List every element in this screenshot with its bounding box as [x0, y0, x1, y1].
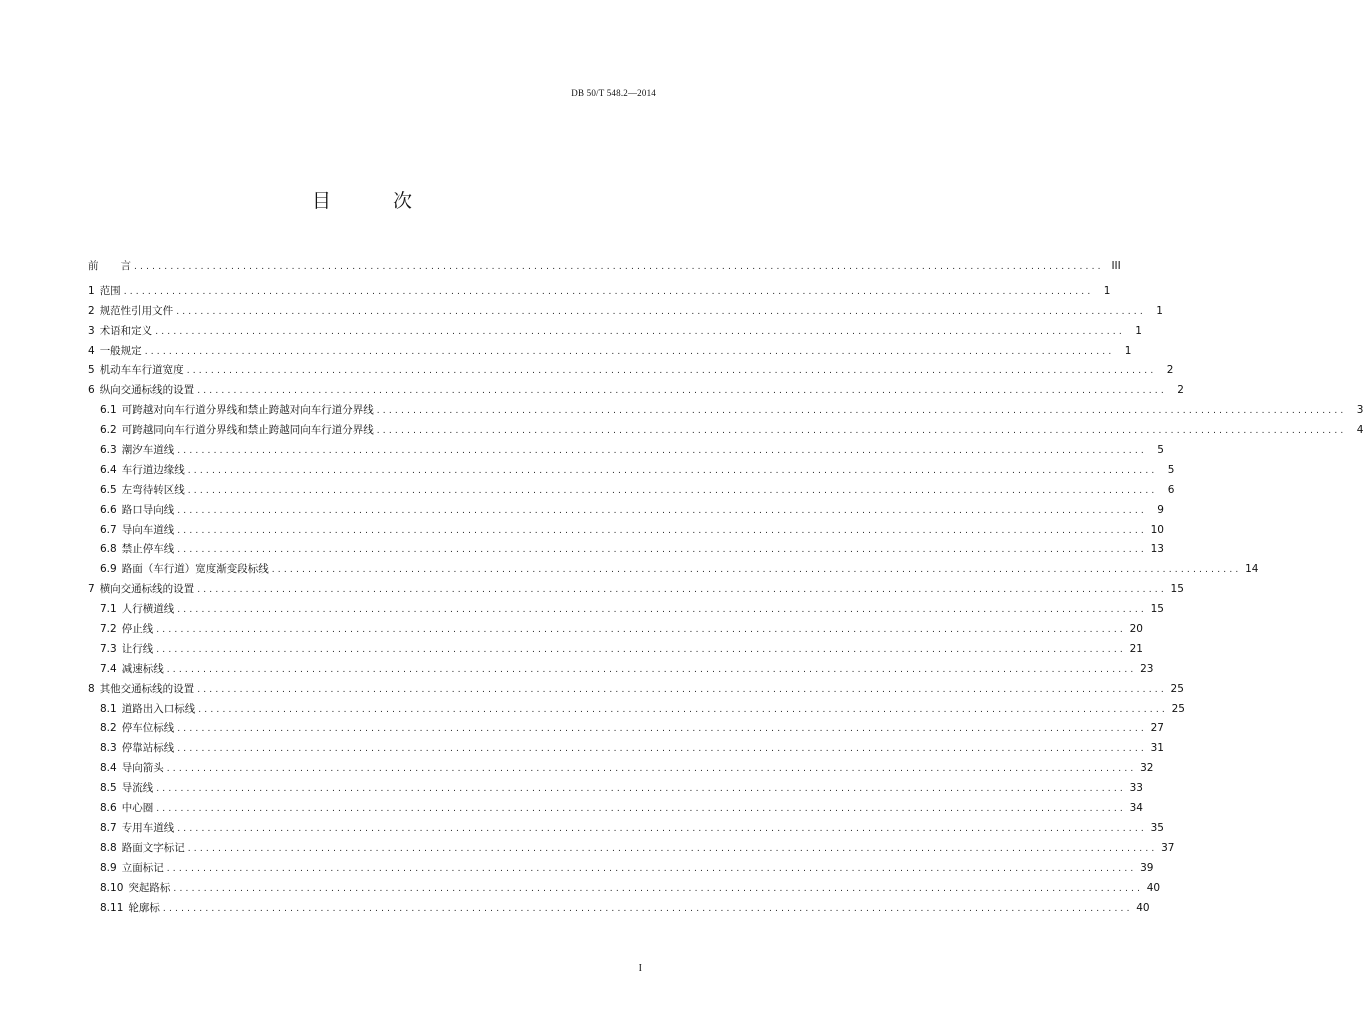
toc-entry[interactable]: [88, 780, 1143, 800]
toc-entry-title: 路面文字标记: [121, 841, 185, 854]
leader-dots: ................................................................................................................................................................: [156, 804, 1126, 815]
toc-entry[interactable]: [88, 323, 1142, 343]
toc-entry-title: 可跨越同向车行道分界线和禁止跨越同向车行道分界线: [121, 424, 374, 437]
toc-page-number: 27: [1150, 722, 1164, 735]
toc-entry[interactable]: [88, 860, 1154, 880]
toc-entry-number: 8.6: [100, 802, 117, 815]
toc-page-number: 4: [1356, 424, 1363, 437]
toc-entry[interactable]: [88, 641, 1143, 661]
toc-entry-title: 让行线: [121, 642, 154, 655]
toc-page-number: 20: [1129, 623, 1143, 636]
toc-entry[interactable]: [88, 681, 1184, 701]
toc-entry-number: 1: [88, 284, 95, 297]
toc-entry-label: [100, 641, 153, 656]
toc-entry[interactable]: [88, 621, 1143, 641]
toc-entry-title: 突起路标: [128, 881, 171, 894]
toc-entry-label: [100, 482, 185, 497]
leader-dots: ................................................................................................................................................................: [134, 262, 1104, 272]
leader-dots: ................................................................................................................................................................: [177, 823, 1147, 834]
leader-dots: ................................................................................................................................................................: [177, 744, 1147, 755]
toc-page-number: 40: [1146, 881, 1161, 894]
toc-page-number: 13: [1150, 543, 1164, 556]
toc-entry-title: 路面（车行道）宽度渐变段标线: [121, 563, 269, 576]
toc-entry-number: 7.2: [100, 623, 117, 636]
toc-entry-number: 7.3: [100, 642, 117, 655]
leader-dots: ................................................................................................................................................................: [177, 525, 1147, 536]
toc-entry-title: 停靠站标线: [121, 742, 175, 755]
toc-entry-title: 车行道边缘线: [121, 463, 185, 476]
toc-page-number: 39: [1140, 861, 1154, 874]
toc-entry[interactable]: [88, 661, 1154, 681]
toc-entry-title: 横向交通标线的设置: [99, 583, 195, 596]
toc-entry-label: [100, 442, 174, 457]
toc-entry-number: 6.2: [100, 424, 117, 437]
toc-entry-number: 6.6: [100, 503, 117, 516]
leader-dots: ................................................................................................................................................................: [177, 605, 1147, 616]
leader-dots: ................................................................................................................................................................: [197, 386, 1167, 397]
toc-entry-title: 路口导向线: [121, 503, 175, 516]
page-number: I: [638, 963, 642, 974]
toc-entry[interactable]: [88, 760, 1154, 780]
toc-entry-title: 纵向交通标线的设置: [99, 384, 195, 397]
toc-entry[interactable]: [88, 840, 1175, 860]
toc-entry-title: 机动车车行道宽度: [99, 364, 184, 377]
toc-entry[interactable]: [88, 900, 1150, 920]
toc-entry-number: 6.7: [100, 523, 117, 536]
toc-entry-label: [100, 541, 174, 556]
toc-entry[interactable]: [88, 283, 1111, 303]
toc-entry-title: 轮廓标: [128, 901, 160, 914]
toc-entry-title: 立面标记: [121, 861, 164, 874]
toc-page-number: 31: [1150, 742, 1164, 755]
toc-entry-label: [88, 581, 194, 596]
toc-page-number: III: [1111, 260, 1121, 272]
toc-entry-number: 8.2: [100, 722, 117, 735]
toc-entry[interactable]: [88, 820, 1164, 840]
leader-dots: ................................................................................................................................................................: [271, 565, 1242, 576]
leader-dots: ................................................................................................................................................................: [197, 684, 1167, 695]
toc-entry[interactable]: [88, 502, 1164, 522]
toc-page-number: 15: [1150, 603, 1164, 616]
toc-entry-title: 可跨越对向车行道分界线和禁止跨越对向车行道分界线: [121, 404, 374, 417]
toc-page-number: 1: [1103, 284, 1111, 297]
toc-entry-number: 6: [88, 384, 95, 397]
toc-entry-title: 中心圈: [121, 802, 154, 815]
toc-entry-label: [100, 502, 174, 517]
toc-page-number: 15: [1170, 583, 1184, 596]
toc-entry-number: 8.9: [100, 861, 117, 874]
leader-dots: ................................................................................................................................................................: [144, 346, 1115, 357]
toc-page-number: 35: [1150, 821, 1164, 834]
toc-page-number: 3: [1356, 404, 1363, 417]
toc-entry-number: 8.5: [100, 782, 117, 795]
toc-entry[interactable]: [88, 720, 1164, 740]
toc-page-number: 5: [1167, 463, 1175, 476]
toc-entry-label: [88, 303, 173, 318]
toc-entry-title: 规范性引用文件: [99, 304, 174, 317]
toc-entry-label: [100, 601, 174, 616]
toc-entry-label: [100, 621, 153, 636]
leader-dots: ................................................................................................................................................................: [155, 326, 1125, 337]
toc-entry-number: 6.3: [100, 444, 117, 457]
leader-dots: ................................................................................................................................................................: [162, 903, 1133, 914]
toc-entry-number: 6.5: [100, 483, 117, 496]
toc-entry-number: 7: [88, 583, 95, 596]
toc-entry[interactable]: [88, 343, 1132, 363]
toc-entry-number: 7.4: [100, 662, 117, 675]
toc-entry-number: 7.1: [100, 603, 117, 616]
toc-page-number: 9: [1157, 503, 1164, 516]
toc-entry-title: 停止线: [121, 623, 154, 636]
toc-page-number: 25: [1170, 682, 1184, 695]
toc-page-number: 1: [1156, 304, 1163, 317]
toc-page-number: 14: [1245, 563, 1259, 576]
toc-entry-label: [88, 382, 194, 397]
toc-entry-label: [100, 720, 174, 735]
toc-entry-label: [100, 701, 195, 716]
toc-entry[interactable]: [88, 561, 1259, 581]
leader-dots: ................................................................................................................................................................: [376, 406, 1347, 417]
toc-page-number: 40: [1136, 901, 1150, 914]
toc-page-number: 2: [1166, 364, 1174, 377]
toc-page-number: 2: [1177, 384, 1184, 397]
toc-entry[interactable]: [88, 880, 1161, 900]
toc-entry-title: 左弯待转区线: [121, 483, 185, 496]
toc-entry-label: [100, 820, 174, 835]
toc-entry-label: [100, 780, 153, 795]
leader-dots: ................................................................................................................................................................: [177, 446, 1147, 457]
toc-entry[interactable]: [88, 800, 1143, 820]
leader-dots: ................................................................................................................................................................: [166, 664, 1137, 675]
toc-entry[interactable]: [88, 522, 1164, 542]
toc-entry-number: 8.10: [100, 881, 124, 894]
toc-entry-label: [100, 880, 170, 895]
toc-entry-label: [100, 740, 174, 755]
toc-page-number: 10: [1150, 523, 1164, 536]
leader-dots: ................................................................................................................................................................: [376, 426, 1347, 437]
leader-dots: ................................................................................................................................................................: [156, 625, 1126, 636]
leader-dots: ................................................................................................................................................................: [166, 863, 1137, 874]
toc-page-number: 37: [1161, 841, 1175, 854]
toc-page-number: 34: [1129, 802, 1143, 815]
toc-entry[interactable]: [88, 462, 1175, 482]
toc-entry-number: 8.3: [100, 742, 117, 755]
leader-dots: ................................................................................................................................................................: [176, 306, 1146, 317]
toc-entry-number: 8.11: [100, 901, 124, 914]
leader-dots: ................................................................................................................................................................: [187, 843, 1158, 854]
toc-title: 目 次: [311, 190, 441, 212]
toc-entry-title: 潮汐车道线: [121, 444, 175, 457]
toc-entry-label: [88, 323, 152, 338]
toc-entry-label: [88, 283, 121, 298]
toc-page-number: 21: [1129, 642, 1143, 655]
leader-dots: ................................................................................................................................................................: [173, 883, 1144, 894]
toc-entry[interactable]: [88, 402, 1363, 422]
toc-entry-number: 8.8: [100, 841, 117, 854]
toc-entry-title: 专用车道线: [121, 821, 175, 834]
toc-page-number: 5: [1157, 444, 1164, 457]
leader-dots: ................................................................................................................................................................: [187, 465, 1158, 476]
toc-entry-label: [88, 681, 194, 696]
toc-page-number: 33: [1129, 782, 1143, 795]
toc-entry[interactable]: [88, 442, 1164, 462]
toc-entry-title: 停车位标线: [121, 722, 175, 735]
leader-dots: ................................................................................................................................................................: [186, 366, 1157, 377]
leader-dots: ................................................................................................................................................................: [156, 644, 1126, 655]
toc-entry-number: 3: [88, 324, 95, 337]
toc-entry-label: [100, 422, 374, 437]
leader-dots: ................................................................................................................................................................: [123, 286, 1094, 297]
toc-entry-label: [88, 258, 131, 273]
toc-entry-number: 8: [88, 682, 95, 695]
toc-entry-preface[interactable]: [88, 258, 1121, 278]
toc-page-number: 1: [1135, 324, 1142, 337]
toc-entry-label: [100, 860, 164, 875]
toc-entry-number: 6.1: [100, 404, 117, 417]
toc-page-number: 6: [1167, 483, 1175, 496]
leader-dots: ................................................................................................................................................................: [177, 545, 1147, 556]
toc-entry-title: 术语和定义: [99, 324, 153, 337]
toc-entry-label: [100, 462, 185, 477]
toc-entry-label: [100, 402, 374, 417]
toc-entry-title: 道路出入口标线: [121, 702, 196, 715]
toc-entry[interactable]: [88, 482, 1175, 502]
standard-code: DB 50/T 548.2—2014: [571, 88, 656, 98]
toc-entry-number: 4: [88, 344, 95, 357]
toc-entry-number: 6.9: [100, 563, 117, 576]
toc-entry-label: [100, 840, 185, 855]
toc-entry-title: 范围: [99, 284, 121, 297]
toc-entry-label: [88, 343, 142, 358]
toc-entry-label: [100, 900, 160, 915]
toc-entry-number: 6.4: [100, 463, 117, 476]
toc-entry-number: 6.8: [100, 543, 117, 556]
toc-entry[interactable]: [88, 382, 1184, 402]
toc-entry-label: [100, 561, 269, 576]
toc-entry[interactable]: [88, 541, 1164, 561]
toc-entry[interactable]: [88, 581, 1184, 601]
toc-entry[interactable]: [88, 422, 1363, 442]
toc-entry-title: 其他交通标线的设置: [99, 682, 195, 695]
toc-entry-label: [88, 362, 184, 377]
leader-dots: ................................................................................................................................................................: [166, 764, 1137, 775]
toc-entry-label: [100, 661, 164, 676]
toc-entry-title: 导流线: [121, 782, 154, 795]
toc-entry[interactable]: [88, 740, 1164, 760]
toc-entry-title: 一般规定: [99, 344, 142, 357]
leader-dots: ................................................................................................................................................................: [187, 485, 1158, 496]
toc-page-number: 23: [1140, 662, 1154, 675]
toc-entry-label: [100, 760, 164, 775]
toc-entry[interactable]: [88, 601, 1164, 621]
toc-entry-label: [100, 522, 174, 537]
toc-entry-number: 5: [88, 364, 95, 377]
toc-entry[interactable]: [88, 362, 1174, 382]
toc-entry-number: 8.1: [100, 702, 117, 715]
toc-entry[interactable]: [88, 701, 1185, 721]
preface-char-2: 言: [120, 260, 131, 272]
toc-page-number: 25: [1171, 702, 1185, 715]
toc-page-number: 1: [1124, 344, 1132, 357]
table-of-contents: [88, 258, 1363, 919]
toc-entry-title: 人行横道线: [121, 603, 175, 616]
toc-entry-title: 减速标线: [121, 662, 164, 675]
toc-entry-title: 禁止停车线: [121, 543, 175, 556]
leader-dots: ................................................................................................................................................................: [177, 505, 1147, 516]
toc-entry-title: 导向箭头: [121, 762, 164, 775]
leader-dots: ................................................................................................................................................................: [197, 585, 1167, 596]
leader-dots: ................................................................................................................................................................: [198, 704, 1168, 715]
toc-entry-label: [100, 800, 153, 815]
toc-entry-number: 2: [88, 304, 95, 317]
toc-entry-number: 8.4: [100, 762, 117, 775]
preface-char-1: 前: [88, 260, 99, 272]
toc-page-number: 32: [1140, 762, 1154, 775]
toc-entry[interactable]: [88, 303, 1163, 323]
leader-dots: ................................................................................................................................................................: [156, 784, 1126, 795]
leader-dots: ................................................................................................................................................................: [177, 724, 1147, 735]
toc-entry-number: 8.7: [100, 821, 117, 834]
toc-entry-title: 导向车道线: [121, 523, 175, 536]
